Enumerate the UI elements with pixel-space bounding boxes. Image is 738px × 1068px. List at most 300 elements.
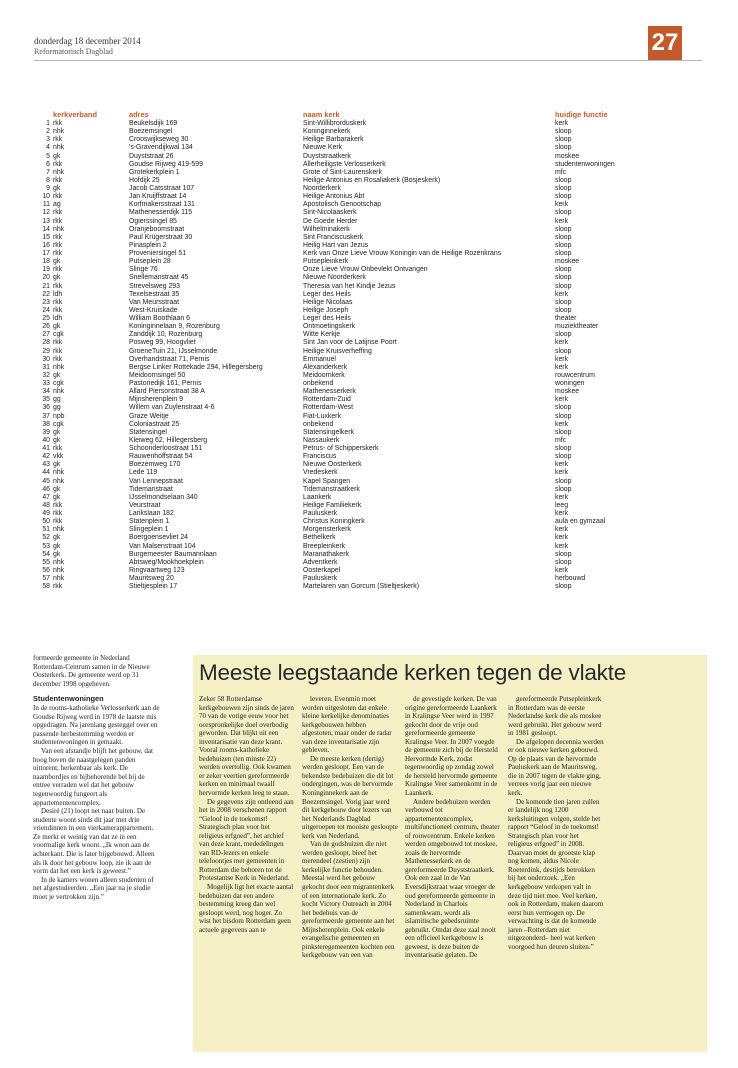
row-naam-kerk: Kerk van Onze Lieve Vrouw Koningin van de Heilige Rozenkrans (303, 250, 502, 257)
row-huidige-functie: woningen (555, 380, 585, 387)
row-huidige-functie: kerk (555, 420, 569, 428)
row-number: 55 (42, 558, 50, 566)
row-huidige-functie: sloop (555, 209, 572, 217)
row-naam-kerk: Bethelkerk (303, 534, 336, 542)
row-adres: Bergse Linker Rottekade 294, Hillegersberg (129, 363, 263, 371)
row-huidige-functie: muziektheater (555, 323, 599, 331)
row-kerkverband: gk (53, 534, 61, 542)
row-huidige-functie: sloop (555, 136, 572, 144)
row-number: 11 (42, 201, 50, 209)
row-naam-kerk: onbekend (303, 420, 334, 428)
row-huidige-functie: sloop (555, 266, 572, 274)
row-naam-kerk: Nieuwe Oosterkerk (303, 461, 362, 469)
row-naam-kerk: Pauluskerk (303, 510, 338, 517)
row-adres: Meidoornsingel 50 (129, 371, 186, 379)
row-kerkverband: ag (53, 201, 61, 209)
row-kerkverband: cgk (53, 380, 64, 387)
row-kerkverband: gk (53, 550, 61, 558)
paragraph: De meeste kerken (dertig) werden gesloopt. Een van de bekendste bedehuizen die dit lot ondergingen, was de hervormde Koninginnekerk aan de Boezemsingel. Vorig jaar werd dit kerkgebouw door lezers van het Nederlands Dagblad uitgeroepen tot mooiste gesloopte kerk van Nederland. (302, 754, 398, 840)
issue-date: donderdag 18 december 2014 (34, 36, 141, 46)
table-row (34, 331, 665, 339)
table-row (34, 380, 665, 388)
row-huidige-functie: sloop (555, 428, 572, 436)
row-kerkverband: rkk (53, 306, 63, 314)
row-kerkverband: rkk (53, 445, 63, 452)
row-huidige-functie: sloop (555, 347, 572, 355)
table-row (34, 429, 665, 437)
row-kerkverband: nhk (53, 566, 65, 574)
row-naam-kerk: Alexanderkerk (303, 363, 348, 371)
row-number: 13 (42, 217, 50, 225)
paragraph: Zeker 58 Rotterdamse kerkgebouwen zijn sinds de jaren 70 van de vorige eeuw voor het oorspronkelijke doel overbodig geworden. Dat blijkt uit een inventarisatie van deze krant. Vooral rooms-katholieke bedehuizen (ten minste 22) werden overtollig. Ook kwamen er zeker veertien gereformeerde kerken en minimaal twaalf hervormde kerken leeg te staan. (199, 695, 294, 798)
row-kerkverband: rkk (53, 217, 63, 225)
row-adres: Rauwenhoffstraat 54 (129, 453, 193, 461)
row-huidige-functie: aula en gymzaal (555, 518, 606, 526)
row-adres: Van Malsenstraat 104 (129, 542, 196, 550)
row-adres: Strevelsweg 293 (129, 282, 180, 290)
row-adres: Larikslaan 182 (129, 510, 174, 517)
table-row (34, 266, 665, 274)
row-huidige-functie: sloop (555, 445, 572, 452)
row-adres: Jacob Catsstraat 107 (129, 185, 195, 192)
row-huidige-functie: kerk (555, 469, 569, 477)
paragraph: De komende tien jaren zullen er landelijk nog 1200 kerksluitingen volgen, stelde het rapport “Geloof in de toekomst! Strategisch plan voor het religieus erfgoed” in 2008. Daarvan moet de grootste klap nog komen, aldus Nicole Roeterdink, destijds betrokken bij het onderzoek. „Een kerkgebouw verkopen valt in deze tijd niet mee. Veel kerken, ook in Rotterdam, maken daarom eerst hun vermogen op. De verwachting is dat de komende jaren –Rotterdam niet uitgezonderd– heel wat kerken voorgoed hun deuren sluiten.” (508, 797, 604, 951)
row-huidige-functie: kerk (555, 396, 569, 404)
row-huidige-functie: sloop (555, 331, 572, 339)
row-number: 58 (42, 583, 50, 591)
table-row (34, 185, 665, 193)
row-adres: Ringvaartweg 123 (129, 566, 185, 574)
row-kerkverband: rkk (53, 241, 63, 249)
table-row (34, 478, 665, 486)
paragraph: Van de godshuizen die niet werden gesloopt, bleef het merendeel (zestien) zijn kerkelijke functie behouden. Meestal werd het gebouw gekocht door een migrantenkerk of een internationale kerk. Zo kocht Victory Outreach in 2004 het bedehuis van de gereformeerde gemeente aan het Mijnsherenplein. Ook enkele evangelische gemeenten en pinksteregemeenten kochten een kerkgebouw van een van (302, 840, 395, 960)
row-adres: Boezemweg 170 (129, 461, 181, 469)
table-row (34, 226, 665, 234)
row-huidige-functie: sloop (555, 298, 572, 306)
row-huidige-functie: sloop (555, 412, 572, 420)
row-kerkverband: rkk (53, 266, 63, 274)
row-huidige-functie: kerk (555, 217, 569, 225)
row-number: 7 (46, 168, 50, 176)
row-kerkverband: rkk (53, 583, 63, 591)
left-paragraphs (33, 704, 161, 902)
table-row (34, 291, 665, 299)
row-adres: Hofdijk 25 (129, 176, 160, 184)
row-huidige-functie: sloop (555, 583, 572, 591)
table-row (34, 486, 665, 494)
row-huidige-functie: kerk (555, 120, 569, 127)
row-number: 16 (42, 241, 50, 249)
table-row (34, 307, 665, 315)
church-list-table (34, 111, 665, 591)
row-adres: Schoonderloostraat 151 (129, 445, 203, 452)
row-number: 19 (42, 266, 50, 274)
row-number: 28 (42, 339, 50, 347)
row-naam-kerk: Leger des Heils (303, 315, 351, 322)
row-kerkverband: nhk (53, 128, 65, 136)
row-number: 44 (42, 469, 50, 477)
table-row (34, 494, 665, 502)
row-adres: Boergoensevliet 24 (129, 534, 188, 542)
row-kerkverband: rkk (53, 136, 63, 144)
row-huidige-functie: moskee (555, 388, 580, 396)
row-number: 6 (46, 160, 50, 168)
row-number: 21 (42, 282, 50, 290)
row-naam-kerk: Nieuwe Noorderkerk (303, 274, 366, 282)
table-row (34, 469, 665, 477)
row-number: 3 (46, 136, 50, 144)
row-number: 45 (42, 477, 50, 485)
table-row (34, 461, 665, 469)
table-row (34, 323, 665, 331)
row-number: 54 (42, 550, 50, 558)
row-adres: Abtsweg/Mookhoekplein (129, 558, 204, 566)
row-number: 15 (42, 233, 50, 241)
row-kerkverband: rkk (53, 518, 63, 526)
row-adres: Putseplein 28 (129, 258, 171, 266)
table-row (34, 413, 665, 421)
row-kerkverband: nhk (53, 388, 65, 396)
left-intro (33, 654, 161, 688)
row-naam-kerk: Onze Lieve Vrouw Onbevlekt Ontvangen (303, 266, 428, 274)
row-naam-kerk: Sint-Nicolaaskerk (303, 209, 357, 217)
row-number: 12 (42, 209, 50, 217)
row-number: 10 (42, 193, 50, 201)
row-huidige-functie: herbouwd (555, 575, 586, 582)
row-number: 57 (42, 575, 50, 582)
row-number: 23 (42, 298, 50, 306)
row-kerkverband: rkk (53, 176, 63, 184)
row-huidige-functie: sloop (555, 558, 572, 566)
row-adres: Zanddijk 10, Rozenburg (129, 331, 203, 339)
table-row (34, 396, 665, 404)
row-huidige-functie: sloop (555, 144, 572, 152)
row-huidige-functie: kerk (555, 201, 569, 209)
table-row (34, 510, 665, 518)
table-row (34, 339, 665, 347)
row-adres: Koninginnelaan 9, Rozenburg (129, 323, 220, 331)
row-huidige-functie: mfc (555, 168, 567, 176)
row-naam-kerk: Heilige Antonius en Rosaliakerk (Bosjeskerk) (303, 176, 441, 184)
row-number: 47 (42, 493, 50, 501)
row-adres: Willem van Zuylenstraat 4-6 (129, 404, 215, 412)
table-row (34, 136, 665, 144)
table-row (34, 161, 665, 169)
article-column-1 (199, 695, 295, 934)
table-row (34, 315, 665, 323)
row-kerkverband: vkk (53, 453, 64, 461)
paragraph: In de kamers wonen alleen studenten of net afgestudeerden. „Een jaar na je studie moet je vertrokken zijn.” (33, 875, 154, 902)
row-number: 1 (46, 120, 50, 127)
row-adres: Duyststraat 26 (129, 152, 174, 160)
row-adres: Statenplein 1 (129, 518, 170, 526)
table-row (34, 201, 665, 209)
row-adres: GroeneTuin 21, IJsselmonde (129, 347, 218, 355)
row-huidige-functie: leeg (555, 501, 569, 509)
row-adres: Overhandstraat 71, Pernis (129, 355, 210, 363)
paragraph: formeerde gemeente in Nederland Rotterdam-Centrum samen in de Nieuwe Oosterkerk. De gemeente werd op 31 december 1998 opgeheven. (33, 654, 150, 688)
col-header-naam-kerk: naam kerk (303, 110, 340, 120)
table-header-row (34, 111, 665, 120)
row-naam-kerk: Emmanuel (303, 355, 336, 363)
row-naam-kerk: Noorderkerk (303, 185, 341, 192)
table-row (34, 583, 665, 591)
row-kerkverband: rkk (53, 282, 63, 290)
row-huidige-functie: sloop (555, 176, 572, 184)
row-kerkverband: gk (53, 371, 61, 379)
row-naam-kerk: Theresia van het Kindje Jezus (303, 282, 396, 290)
table-row (34, 120, 665, 128)
row-number: 46 (42, 485, 50, 493)
row-naam-kerk: Rotterdam-West (303, 404, 354, 412)
table-row (34, 209, 665, 217)
row-adres: Van Lennepstraat (129, 477, 183, 485)
article-title: Meeste leegstaande kerken tegen de vlakte (199, 660, 627, 685)
col-header-adres: adres (129, 110, 149, 120)
row-number: 9 (46, 185, 50, 192)
row-huidige-functie: kerk (555, 363, 569, 371)
table-row (34, 559, 665, 567)
row-huidige-functie: kerk (555, 461, 569, 469)
row-naam-kerk: Heilige Joseph (303, 306, 349, 314)
row-number: 22 (42, 290, 50, 298)
row-huidige-functie: sloop (555, 185, 572, 192)
table-row (34, 274, 665, 282)
table-row (34, 518, 665, 526)
row-kerkverband: nhk (53, 469, 65, 477)
table-row (34, 437, 665, 445)
paragraph: De afgelopen decennia werden er ook nieuwe kerken gebouwd. Op de plaats van de hervormde Pauluskerk aan de Mauritsweg, die in 2007 tegen de vlakte ging, verrees vorig jaar een nieuwe kerk. (508, 737, 604, 798)
row-adres: Texelsestraat 35 (129, 290, 180, 298)
table-row (34, 502, 665, 510)
left-column-text (33, 654, 161, 902)
row-kerkverband: rkk (53, 250, 63, 257)
row-naam-kerk: Apostolisch Genootschap (303, 201, 382, 209)
table-row (34, 388, 665, 396)
row-adres: William Boothlaan 6 (129, 315, 190, 322)
row-adres: Tidemanstraat (129, 485, 173, 493)
page-number: 27 (648, 26, 682, 60)
row-adres: Korfmakersstraat 131 (129, 201, 195, 209)
row-kerkverband: rkk (53, 298, 63, 306)
row-huidige-functie: theater (555, 315, 577, 322)
row-kerkverband: nhk (53, 225, 65, 233)
row-kerkverband: gk (53, 185, 61, 192)
row-kerkverband: rkk (53, 193, 63, 201)
row-huidige-functie: sloop (555, 550, 572, 558)
row-adres: Oranjeboomstraat (129, 225, 185, 233)
row-naam-kerk: Grote of Sint-Laurenskerk (303, 168, 382, 176)
row-huidige-functie: sloop (555, 306, 572, 314)
row-naam-kerk: Martelaren van Gorcum (Stieltjeskerk) (303, 583, 420, 591)
row-huidige-functie: kerk (555, 355, 569, 363)
table-row (34, 128, 665, 136)
row-huidige-functie: sloop (555, 453, 572, 461)
table-row (34, 453, 665, 461)
table-row (34, 534, 665, 542)
table-row (34, 404, 665, 412)
table-row (34, 299, 665, 307)
col-header-kerkverband: kerkverband (53, 110, 97, 120)
row-huidige-functie: sloop (555, 193, 572, 201)
row-adres: Crooswijkseweg 30 (129, 136, 189, 144)
row-naam-kerk: Laankerk (303, 493, 332, 501)
row-huidige-functie: moskee (555, 152, 580, 160)
row-kerkverband: gk (53, 323, 61, 331)
row-naam-kerk: Christus Koningkerk (303, 518, 365, 526)
row-number: 53 (42, 542, 50, 550)
row-kerkverband: gk (53, 428, 61, 436)
row-naam-kerk: Statensingelkerk (303, 428, 354, 436)
row-kerkverband: rkk (53, 233, 63, 241)
paragraph: Van een afstandje blijft het gebouw, dat hoog boven de naastgelegen panden uittorent, herkenbaar als kerk. De naambordjes en bijbehorende bel bij de entree verraden wel dat het gebouw tegenwoordig fungeert als appartementencomplex. (33, 746, 154, 807)
row-huidige-functie: mfc (555, 436, 567, 444)
row-kerkverband: rkk (53, 339, 63, 347)
row-naam-kerk: Sint Franciscuskerk (303, 233, 364, 241)
paragraph: In de rooms-katholieke Verlosserkerk aan de Goudse Rijweg werd in 1978 de laatste mis opgedragen. Na jarenlang gesteggel over en passende herbestemming werden er studentenwoningen in gemaakt. (33, 703, 160, 747)
row-naam-kerk: Duyststraatkerk (303, 152, 351, 160)
row-adres: Veurstraat (129, 501, 161, 509)
col-header-number (34, 111, 53, 120)
row-naam-kerk: Kapel Spangen (303, 477, 351, 485)
row-adres: Kleiweg 62, Hillegersberg (129, 436, 208, 444)
row-kerkverband: nhk (53, 526, 65, 534)
row-huidige-functie: sloop (555, 250, 572, 257)
row-adres: Stieltjesplein 17 (129, 583, 178, 591)
row-naam-kerk: Maranathakerk (303, 550, 349, 558)
row-number: 38 (42, 420, 50, 428)
row-number: 31 (42, 363, 50, 371)
table-row (34, 169, 665, 177)
row-naam-kerk: onbekend (303, 380, 334, 387)
row-huidige-functie: sloop (555, 225, 572, 233)
row-huidige-functie: kerk (555, 542, 569, 550)
row-kerkverband: gk (53, 493, 61, 501)
row-kerkverband: npb (53, 412, 65, 420)
row-number: 4 (46, 144, 50, 152)
table-row (34, 421, 665, 429)
table-row (34, 218, 665, 226)
row-number: 51 (42, 526, 50, 534)
row-adres: Paul Krügerstraat 30 (129, 233, 193, 241)
row-kerkverband: cgk (53, 420, 64, 428)
row-huidige-functie: sloop (555, 241, 572, 249)
row-kerkverband: cgk (53, 331, 64, 339)
row-adres: Allard Piersonstraat 38 A (129, 388, 205, 396)
row-number: 42 (42, 453, 50, 461)
row-naam-kerk: Leger des Heils (303, 290, 351, 298)
row-huidige-functie: sloop (555, 477, 572, 485)
row-number: 27 (42, 331, 50, 339)
row-naam-kerk: Adventkerk (303, 558, 338, 566)
row-naam-kerk: Franciscus (303, 453, 337, 461)
row-huidige-functie: sloop (555, 485, 572, 493)
row-number: 34 (42, 388, 50, 396)
paragraph: gereformeerde Putsepleinkerk in Rotterdam was de eerste Nederlandse kerk die als moskee werd gebruikt. Het gebouw werd in 1981 gesloopt. (508, 695, 602, 738)
row-adres: Burgemeester Baumannlaan (129, 550, 217, 558)
row-adres: Pastoriedijk 161, Pernis (129, 380, 202, 387)
row-number: 32 (42, 371, 50, 379)
article-column-4 (508, 695, 604, 951)
row-adres: Statensingel (129, 428, 167, 436)
table-row (34, 543, 665, 551)
church-table (34, 111, 674, 591)
row-naam-kerk: Ontmoetingskerk (303, 323, 356, 331)
row-number: 33 (42, 380, 50, 387)
row-number: 17 (42, 250, 50, 257)
page-header (30, 12, 710, 56)
table-row (34, 356, 665, 364)
row-naam-kerk: Sint Jan voor de Latijnse Poort (303, 339, 397, 347)
table-row (34, 234, 665, 242)
row-naam-kerk: Vredeskerk (303, 469, 338, 477)
row-kerkverband: nhk (53, 558, 65, 566)
row-kerkverband: gk (53, 152, 61, 160)
row-naam-kerk: Fiat-Luxkerk (303, 412, 341, 420)
row-kerkverband: gk (53, 436, 61, 444)
row-naam-kerk: Pauluskerk (303, 575, 338, 582)
table-row (34, 551, 665, 559)
row-adres: Slingeplein 1 (129, 526, 169, 534)
row-kerkverband: rkk (53, 501, 63, 509)
row-number: 56 (42, 566, 50, 574)
row-number: 5 (46, 152, 50, 160)
table-row (34, 258, 665, 266)
row-naam-kerk: Petrus- of Schipperskerk (303, 445, 379, 452)
row-adres: Graze Weitje (129, 412, 169, 420)
row-huidige-functie: kerk (555, 526, 569, 534)
col-header-huidige-functie: huidige functie (555, 110, 608, 120)
row-kerkverband: gk (53, 542, 61, 550)
row-number: 30 (42, 355, 50, 363)
row-kerkverband: rkk (53, 120, 63, 127)
row-kerkverband: rkk (53, 160, 63, 168)
row-kerkverband: gg (53, 404, 61, 412)
row-adres: Goudse Rijweg 419-599 (129, 160, 203, 168)
row-adres: Snellemanstraat 45 (129, 274, 189, 282)
row-kerkverband: gg (53, 396, 61, 404)
table-row (34, 250, 665, 258)
row-naam-kerk: Koninginnekerk (303, 128, 351, 136)
row-kerkverband: nhk (53, 575, 65, 582)
row-huidige-functie: kerk (555, 566, 569, 574)
row-naam-kerk: Heilige Barbarakerk (303, 136, 364, 144)
row-number: 25 (42, 315, 50, 322)
row-adres: Pinasplein 2 (129, 241, 167, 249)
row-naam-kerk: Wilhelminakerk (303, 225, 350, 233)
article-box (193, 655, 707, 1052)
table-row (34, 177, 665, 185)
row-naam-kerk: Heilige Nicolaas (303, 298, 353, 306)
row-adres: Grotekerkplein 1 (129, 168, 180, 176)
row-naam-kerk: Rotterdam-Zuid (303, 396, 351, 404)
row-number: 39 (42, 428, 50, 436)
row-number: 8 (46, 176, 50, 184)
row-adres: Boezemsingel (129, 128, 173, 136)
row-kerkverband: rkk (53, 347, 63, 355)
row-huidige-functie: kerk (555, 290, 569, 298)
row-number: 20 (42, 274, 50, 282)
row-adres: Ogierssingel 85 (129, 217, 177, 225)
row-huidige-functie: kerk (555, 493, 569, 501)
row-adres: Coloniastraat 25 (129, 420, 180, 428)
row-adres: 's-Gravendijkwal 134 (129, 144, 193, 152)
newspaper-name: Reformatorisch Dagblad (34, 47, 113, 56)
row-number: 40 (42, 436, 50, 444)
row-kerkverband: ldh (53, 290, 63, 298)
row-naam-kerk: Oosterkapel (303, 566, 341, 574)
row-huidige-functie: kerk (555, 534, 569, 542)
